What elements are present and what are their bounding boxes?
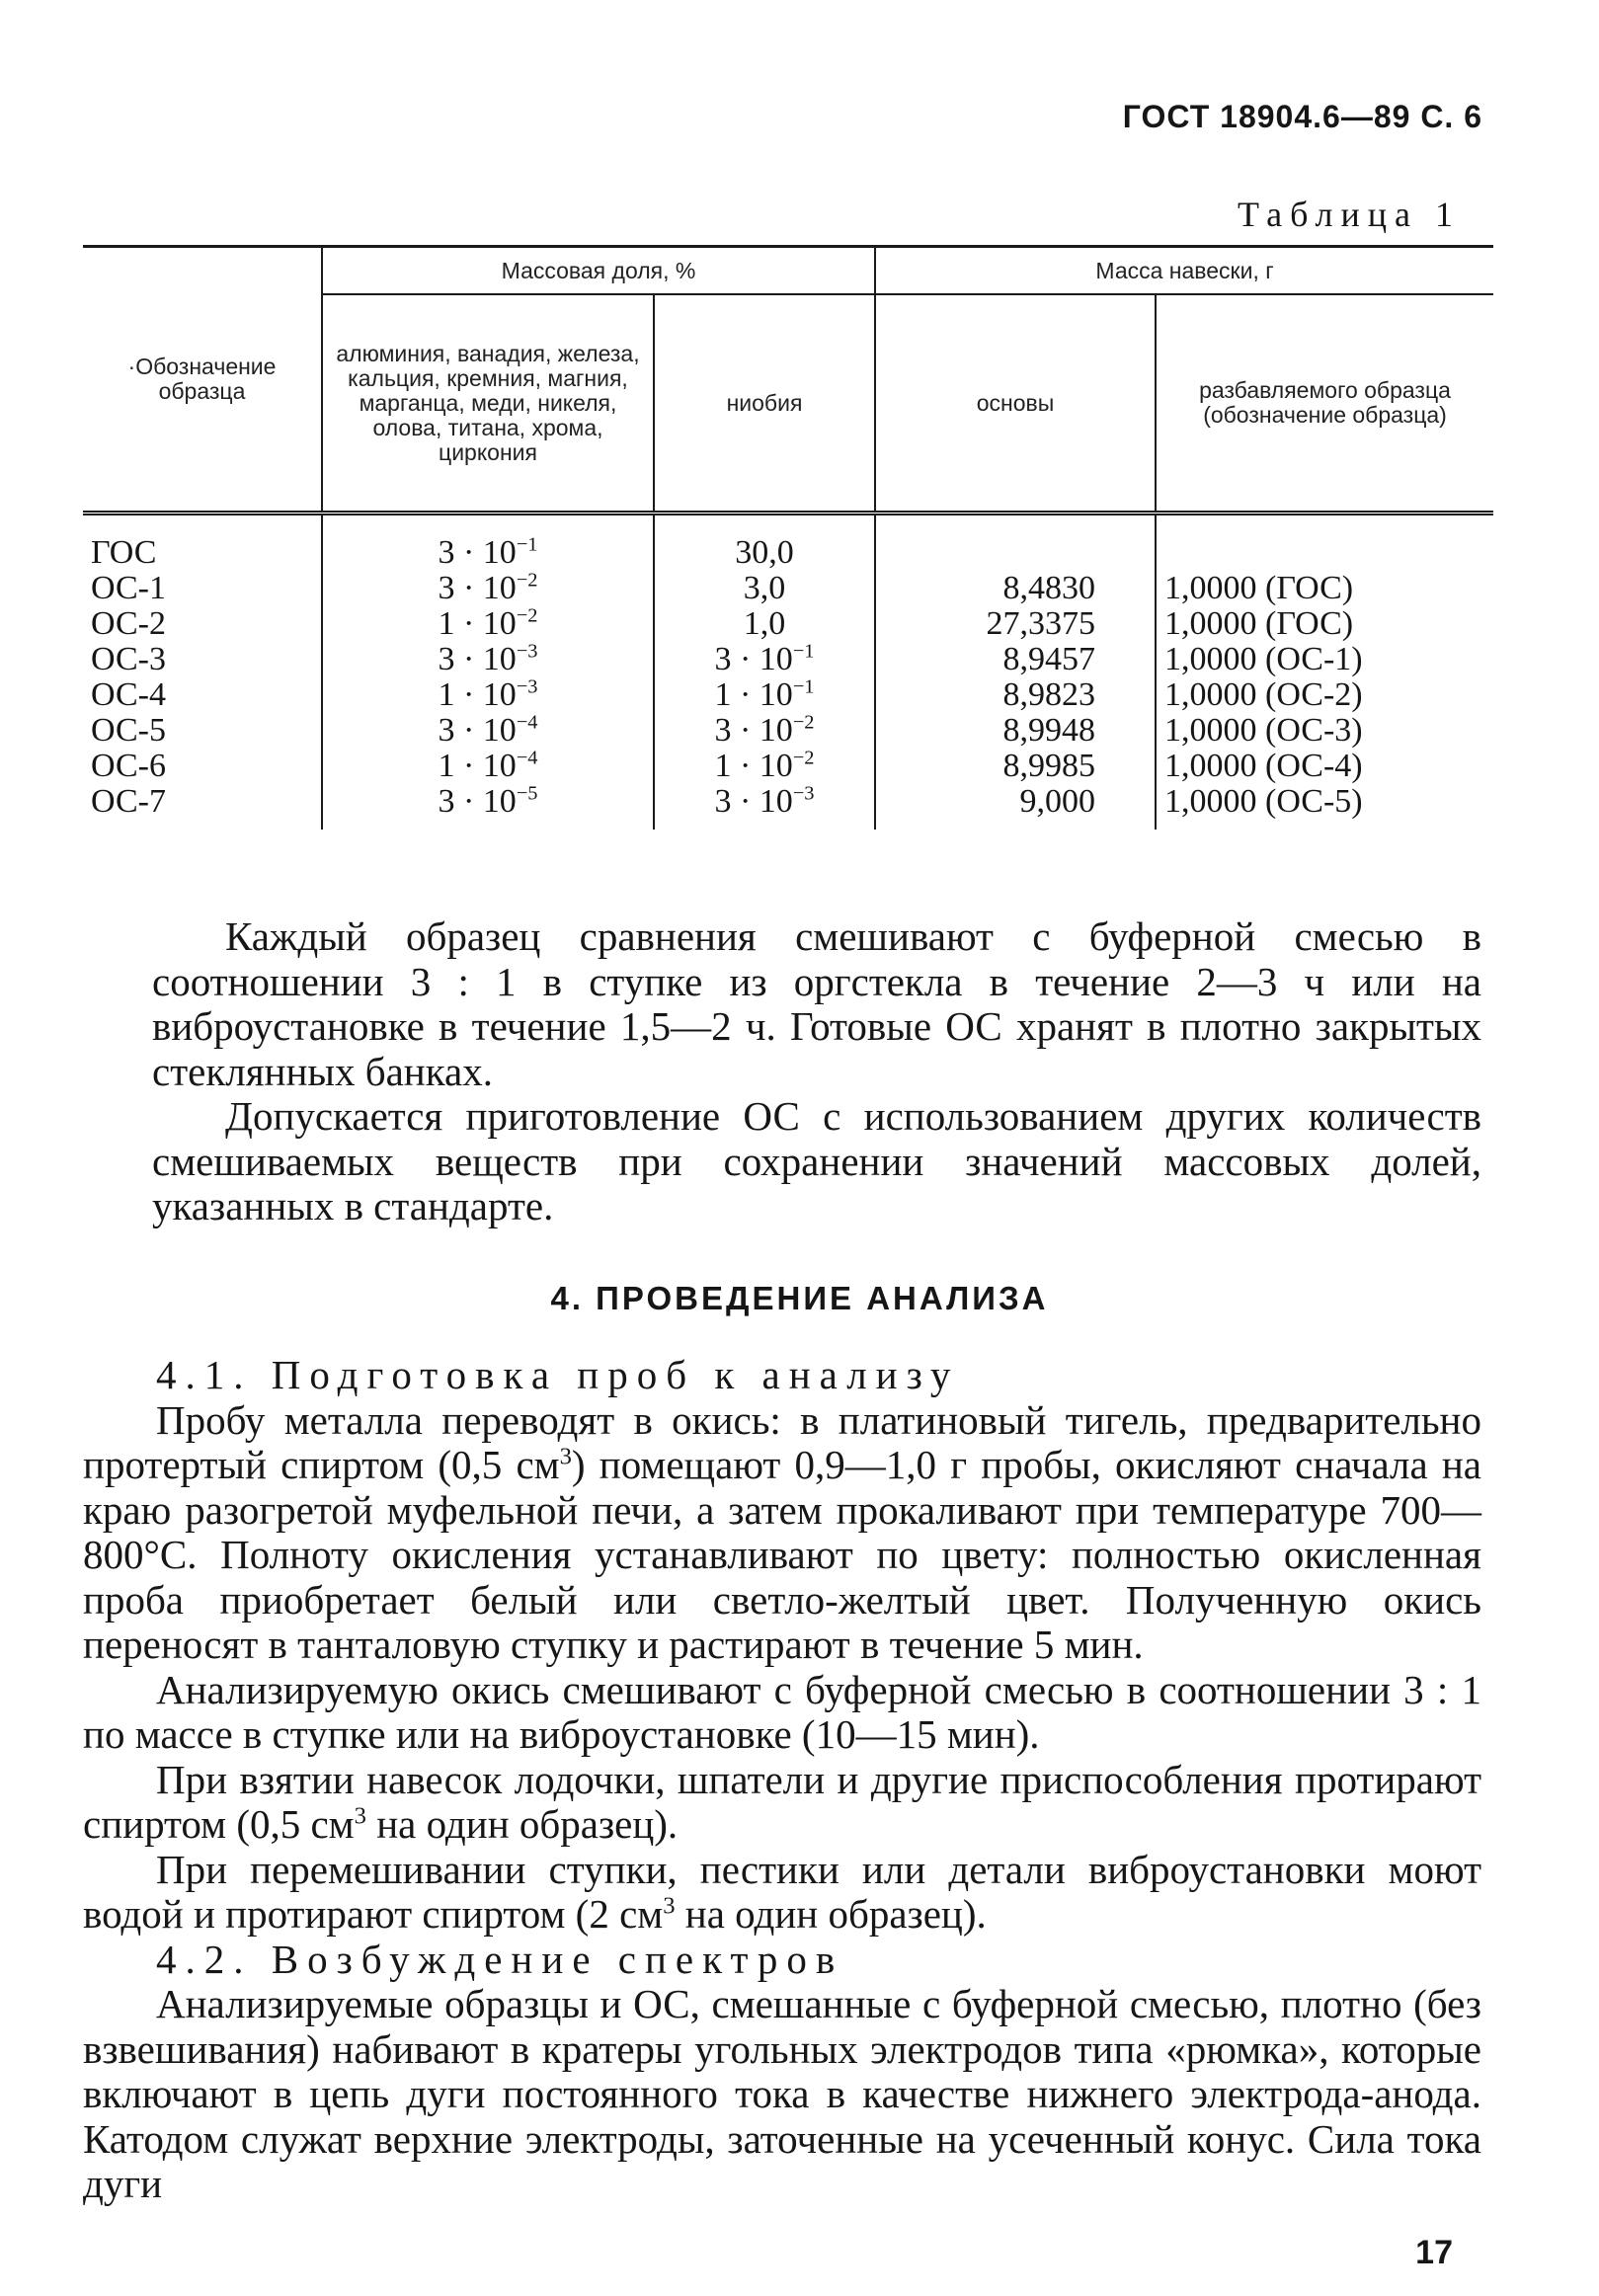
cell-niobium: $1 \cdot 10^{-2}$ bbox=[654, 749, 875, 784]
cell-elements: $1 \cdot 10^{-3}$ bbox=[322, 677, 654, 713]
paragraph-5-part-b: на один образец). bbox=[365, 1801, 679, 1847]
paragraph-4: Анализируемую окись смешивают с буферной смесью в соотношении 3 : 1 по массе в ступке или на виброустановке (10—15 мин). bbox=[83, 1666, 1481, 1757]
cell-sample: ГОС bbox=[91, 534, 157, 571]
cell-diluted: 1,0000 (ОС-2) bbox=[1156, 677, 1493, 713]
subsection-4-2-title-text: 4.2. Возбуждение спектров bbox=[156, 1936, 844, 1982]
paragraph-3 bbox=[83, 1398, 1481, 1668]
paragraphs-before-section bbox=[152, 914, 1481, 1229]
table-row bbox=[83, 713, 1493, 749]
header-base: основы bbox=[875, 294, 1156, 514]
cell-elements: $1 \cdot 10^{-4}$ bbox=[322, 749, 654, 784]
cell-sample: ОС-5 bbox=[91, 712, 166, 749]
cell-niobium: $3 \cdot 10^{-3}$ bbox=[654, 784, 875, 830]
document-header: ГОСТ 18904.6—89 С. 6 bbox=[1122, 99, 1482, 134]
paragraph-6-part-b: на один образец). bbox=[675, 1891, 987, 1937]
unit-exponent: 3 bbox=[354, 1802, 366, 1830]
table-caption: Таблица 1 bbox=[1238, 195, 1461, 234]
cell-diluted bbox=[1156, 514, 1493, 572]
table-row bbox=[83, 642, 1493, 677]
table-1 bbox=[83, 245, 1493, 830]
paragraph-7: Анализируемые образцы и ОС, смешанные с буферной смесью, плотно (без взвешивания) набивают в кратеры угольных электродов типа «рюмка», которые включают в цепь дуги постоянного тока в качестве нижнего электрода-анода. Катодом служат верхние электроды, заточенные на усеченный конус. Сила тока дуги bbox=[83, 1981, 1481, 2206]
subsection-4-2-title bbox=[83, 1938, 1481, 1983]
cell-niobium: $3 \cdot 10^{-1}$ bbox=[654, 642, 875, 677]
table-row bbox=[83, 606, 1493, 642]
cell-sample: ОС-3 bbox=[91, 641, 166, 677]
cell-elements: $3 \cdot 10^{-3}$ bbox=[322, 642, 654, 677]
cell-sample: ОС-1 bbox=[91, 570, 166, 606]
cell-diluted: 1,0000 (ОС-1) bbox=[1156, 642, 1493, 677]
table-body bbox=[83, 514, 1493, 831]
cell-elements: $1 \cdot 10^{-2}$ bbox=[322, 606, 654, 642]
paragraph-5-part-a: При взятии навесок лодочки, шпатели и другие приспособления протирают спиртом (0,5 см bbox=[83, 1756, 1481, 1847]
header-sample: ·Обозначение образца bbox=[83, 247, 322, 514]
cell-diluted: 1,0000 (ОС-5) bbox=[1156, 784, 1493, 830]
cell-base: 8,9823 bbox=[875, 677, 1156, 713]
page-number: 17 bbox=[1415, 2234, 1453, 2271]
cell-niobium: 30,0 bbox=[654, 514, 875, 572]
paragraph-3-part-a: Пробу металла переводят в окись: в платиновый тигель, предварительно протертый спиртом (0,5 см bbox=[83, 1396, 1481, 1487]
cell-niobium: $3 \cdot 10^{-2}$ bbox=[654, 713, 875, 749]
table-row bbox=[83, 571, 1493, 606]
cell-base: 8,4830 bbox=[875, 571, 1156, 606]
cell-diluted: 1,0000 (ГОС) bbox=[1156, 606, 1493, 642]
table-row bbox=[83, 514, 1493, 572]
paragraph-6-part-a: При перемешивании ступки, пестики или детали виброустановки моют водой и протирают спиртом (2 см bbox=[83, 1846, 1481, 1937]
paragraph-6 bbox=[83, 1848, 1481, 1938]
subsection-4-1-title bbox=[83, 1353, 1481, 1398]
table-row bbox=[83, 749, 1493, 784]
cell-elements: $3 \cdot 10^{-5}$ bbox=[322, 784, 654, 830]
section-title: 4. ПРОВЕДЕНИЕ АНАЛИЗА bbox=[550, 1280, 1049, 1316]
cell-base: 9,000 bbox=[875, 784, 1156, 830]
subsection-4-1-title-text: 4.1. Подготовка проб к анализу bbox=[156, 1352, 960, 1397]
unit-exponent: 3 bbox=[663, 1892, 676, 1920]
cell-sample: ОС-2 bbox=[91, 605, 166, 642]
paragraph-5 bbox=[83, 1758, 1481, 1848]
header-diluted: разбавляемого образца (обозначение образца) bbox=[1156, 294, 1493, 514]
header-sample-mass: Масса навески, г bbox=[875, 247, 1493, 295]
paragraph-3-part-b: ) помещают 0,9—1,0 г пробы, окисляют сначала на краю разогретой муфельной печи, а затем прокаливают при температуре 700—800°С. Полноту окисления устанавливают по цвету: полностью окисленная проба приобретает белый или светло-желтый цвет. Полученную окись переносят в танталовую ступку и растирают в течение 5 мин. bbox=[83, 1442, 1481, 1667]
cell-base: 8,9985 bbox=[875, 749, 1156, 784]
cell-diluted: 1,0000 (ОС-3) bbox=[1156, 713, 1493, 749]
cell-diluted: 1,0000 (ОС-4) bbox=[1156, 749, 1493, 784]
header-elements: алюминия, ванадия, железа, кальция, кремния, магния, марганца, меди, никеля, олова, титана, хрома, циркония bbox=[322, 294, 654, 514]
paragraph-1: Каждый образец сравнения смешивают с буферной смесью в соотношении 3 : 1 в ступке из оргстекла в течение 2—3 ч или на виброустановке в течение 1,5—2 ч. Готовые ОС хранят в плотно закрытых стеклянных банках. bbox=[152, 913, 1481, 1094]
cell-elements: $3 \cdot 10^{-1}$ bbox=[322, 514, 654, 572]
unit-exponent: 3 bbox=[559, 1443, 572, 1470]
section-4-body bbox=[83, 1353, 1481, 2207]
cell-base: 8,9457 bbox=[875, 642, 1156, 677]
cell-elements: $3 \cdot 10^{-2}$ bbox=[322, 571, 654, 606]
cell-elements: $3 \cdot 10^{-4}$ bbox=[322, 713, 654, 749]
cell-niobium: $1 \cdot 10^{-1}$ bbox=[654, 677, 875, 713]
cell-niobium: 3,0 bbox=[654, 571, 875, 606]
cell-sample: ОС-7 bbox=[91, 783, 166, 820]
table-row bbox=[83, 677, 1493, 713]
paragraph-2: Допускается приготовление ОС с использованием других количеств смешиваемых веществ при сохранении значений массовых долей, указанных в стандарте. bbox=[152, 1093, 1481, 1228]
cell-niobium: 1,0 bbox=[654, 606, 875, 642]
header-mass-fraction: Массовая доля, % bbox=[322, 247, 875, 295]
cell-sample: ОС-6 bbox=[91, 748, 166, 784]
cell-sample: ОС-4 bbox=[91, 676, 166, 713]
table-row bbox=[83, 784, 1493, 830]
cell-base: 27,3375 bbox=[875, 606, 1156, 642]
header-niobium: ниобия bbox=[654, 294, 875, 514]
cell-base: 8,9948 bbox=[875, 713, 1156, 749]
cell-base bbox=[875, 514, 1156, 572]
cell-diluted: 1,0000 (ГОС) bbox=[1156, 571, 1493, 606]
